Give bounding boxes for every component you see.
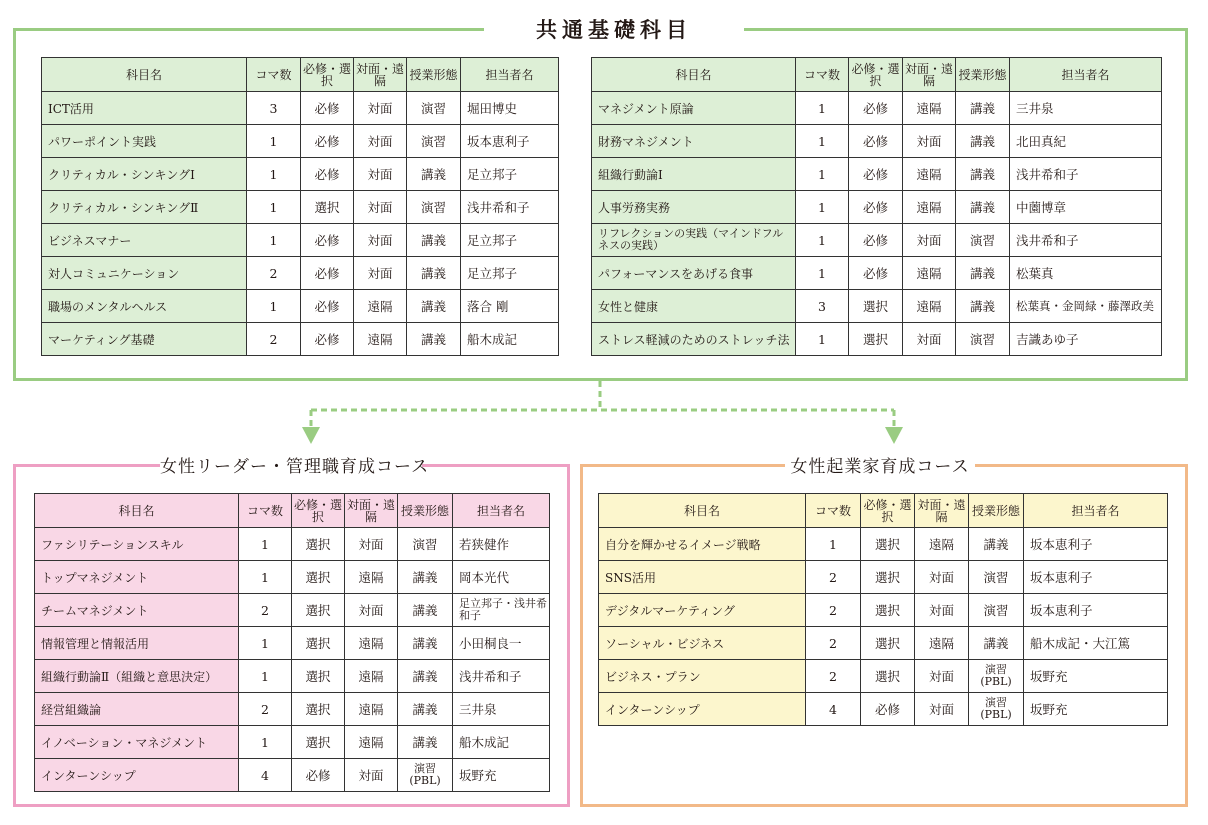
header-required: 必修・選択: [292, 494, 345, 528]
class-format: 演習: [407, 92, 461, 125]
instructor-name: 浅井希和子: [1010, 224, 1162, 257]
required-status: 選択: [292, 627, 345, 660]
class-format: 講義: [956, 158, 1010, 191]
table-row: [599, 627, 1168, 660]
instructor-name: 坂野充: [1024, 693, 1168, 726]
course-name: パフォーマンスをあげる食事: [592, 257, 796, 290]
sessions-count: 1: [796, 92, 849, 125]
table-row: [592, 125, 1162, 158]
sessions-count: 1: [796, 125, 849, 158]
sessions-count: 1: [806, 528, 861, 561]
delivery-mode: 対面: [915, 594, 969, 627]
class-format: 講義: [398, 627, 453, 660]
class-format: 講義: [398, 594, 453, 627]
table-row: [599, 561, 1168, 594]
course-name: クリティカル・シンキングⅠ: [42, 158, 247, 191]
required-status: 必修: [849, 125, 903, 158]
sessions-count: 2: [247, 257, 301, 290]
instructor-name: 岡本光代: [453, 561, 550, 594]
table-row: [35, 693, 550, 726]
delivery-mode: 遠隔: [903, 257, 956, 290]
sessions-count: 3: [247, 92, 301, 125]
instructor-name: 坂本恵利子: [1024, 528, 1168, 561]
instructor-name: 坂本恵利子: [1024, 594, 1168, 627]
sessions-count: 1: [796, 323, 849, 356]
header-required: 必修・選択: [861, 494, 915, 528]
sessions-count: 2: [239, 594, 292, 627]
course-name: インターンシップ: [35, 759, 239, 792]
required-status: 選択: [849, 290, 903, 323]
course-name: チームマネジメント: [35, 594, 239, 627]
class-format: 講義: [956, 92, 1010, 125]
instructor-name: 浅井希和子: [1010, 158, 1162, 191]
instructor-name: 松葉真・金岡緑・藤澤政美: [1010, 290, 1162, 323]
table-header-row: [35, 494, 550, 528]
instructor-name: 浅井希和子: [453, 660, 550, 693]
table-row: [42, 224, 559, 257]
table-row: [42, 92, 559, 125]
course-name: 情報管理と情報活用: [35, 627, 239, 660]
required-status: 必修: [292, 759, 345, 792]
table-row: [35, 759, 550, 792]
instructor-name: 北田真紀: [1010, 125, 1162, 158]
table-header-row: [599, 494, 1168, 528]
header-course-name: 科目名: [592, 58, 796, 92]
class-format: 講義: [407, 224, 461, 257]
delivery-mode: 遠隔: [903, 92, 956, 125]
delivery-mode: 遠隔: [354, 290, 407, 323]
required-status: 必修: [301, 92, 354, 125]
table-row: [599, 528, 1168, 561]
sessions-count: 3: [796, 290, 849, 323]
delivery-mode: 対面: [354, 191, 407, 224]
required-status: 必修: [301, 125, 354, 158]
delivery-mode: 対面: [345, 759, 398, 792]
delivery-mode: 遠隔: [915, 627, 969, 660]
instructor-name: 浅井希和子: [461, 191, 559, 224]
header-instructor: 担当者名: [1024, 494, 1168, 528]
sessions-count: 2: [806, 627, 861, 660]
delivery-mode: 遠隔: [354, 323, 407, 356]
instructor-name: 坂本恵利子: [461, 125, 559, 158]
sessions-count: 1: [239, 726, 292, 759]
header-course-name: 科目名: [599, 494, 806, 528]
course-name: 自分を輝かせるイメージ戦略: [599, 528, 806, 561]
class-format: 講義: [969, 528, 1024, 561]
sessions-count: 2: [806, 561, 861, 594]
course-name: ビジネス・プラン: [599, 660, 806, 693]
table-row: [592, 224, 1162, 257]
course-name: マネジメント原論: [592, 92, 796, 125]
table-row: [42, 191, 559, 224]
delivery-mode: 遠隔: [915, 528, 969, 561]
header-sessions: コマ数: [239, 494, 292, 528]
arrow-down-icon: [302, 427, 320, 444]
course-name: 組織行動論Ⅰ: [592, 158, 796, 191]
header-mode: 対面・遠隔: [903, 58, 956, 92]
class-format: 講義: [956, 290, 1010, 323]
table-row: [35, 561, 550, 594]
table-row: [599, 693, 1168, 726]
class-format: 講義: [407, 323, 461, 356]
course-name: SNS活用: [599, 561, 806, 594]
table-row: [599, 660, 1168, 693]
sessions-count: 2: [247, 323, 301, 356]
class-format: 講義: [407, 290, 461, 323]
class-format: 講義: [956, 257, 1010, 290]
table-row: [35, 726, 550, 759]
delivery-mode: 対面: [354, 257, 407, 290]
header-mode: 対面・遠隔: [915, 494, 969, 528]
class-format: 講義: [407, 257, 461, 290]
delivery-mode: 遠隔: [345, 660, 398, 693]
class-format: 演習: [956, 224, 1010, 257]
class-format: 講義: [969, 627, 1024, 660]
required-status: 選択: [292, 594, 345, 627]
required-status: 必修: [849, 191, 903, 224]
class-format: 講義: [398, 726, 453, 759]
header-sessions: コマ数: [247, 58, 301, 92]
course-name: 財務マネジメント: [592, 125, 796, 158]
class-format: 演習: [969, 594, 1024, 627]
instructor-name: 坂野充: [1024, 660, 1168, 693]
delivery-mode: 対面: [903, 125, 956, 158]
header-course-name: 科目名: [42, 58, 247, 92]
table-row: [42, 290, 559, 323]
leader-course-title: 女性リーダー・管理職育成コース: [160, 454, 422, 480]
instructor-name: 三井泉: [1010, 92, 1162, 125]
required-status: 選択: [861, 561, 915, 594]
header-instructor: 担当者名: [453, 494, 550, 528]
common-courses-table-left: [41, 57, 559, 356]
sessions-count: 1: [247, 158, 301, 191]
course-name: デジタルマーケティング: [599, 594, 806, 627]
course-name: 女性と健康: [592, 290, 796, 323]
table-row: [42, 323, 559, 356]
delivery-mode: 遠隔: [903, 290, 956, 323]
required-status: 必修: [849, 92, 903, 125]
required-status: 必修: [861, 693, 915, 726]
course-name: ビジネスマナー: [42, 224, 247, 257]
instructor-name: 船木成記・大江篤: [1024, 627, 1168, 660]
instructor-name: 足立邦子: [461, 224, 559, 257]
sessions-count: 1: [247, 125, 301, 158]
course-name: 職場のメンタルヘルス: [42, 290, 247, 323]
sessions-count: 1: [247, 290, 301, 323]
delivery-mode: 遠隔: [903, 191, 956, 224]
course-name: 組織行動論Ⅱ（組織と意思決定）: [35, 660, 239, 693]
delivery-mode: 対面: [915, 693, 969, 726]
table-header-row: [592, 58, 1162, 92]
entrepreneur-course-table: [598, 493, 1168, 726]
course-name: インターンシップ: [599, 693, 806, 726]
common-courses-table-right: [591, 57, 1162, 356]
sessions-count: 1: [239, 528, 292, 561]
common-courses-title: 共通基礎科目: [484, 14, 744, 46]
course-name: パワーポイント実践: [42, 125, 247, 158]
delivery-mode: 対面: [354, 224, 407, 257]
leader-course-table: [34, 493, 550, 792]
header-course-name: 科目名: [35, 494, 239, 528]
table-row: [592, 323, 1162, 356]
required-status: 選択: [849, 323, 903, 356]
table-row: [599, 594, 1168, 627]
delivery-mode: 遠隔: [345, 561, 398, 594]
delivery-mode: 対面: [345, 528, 398, 561]
instructor-name: 坂本恵利子: [1024, 561, 1168, 594]
required-status: 選択: [861, 627, 915, 660]
course-name: トップマネジメント: [35, 561, 239, 594]
header-mode: 対面・遠隔: [354, 58, 407, 92]
table-row: [592, 92, 1162, 125]
course-name: ファシリテーションスキル: [35, 528, 239, 561]
sessions-count: 1: [796, 158, 849, 191]
delivery-mode: 遠隔: [345, 693, 398, 726]
table-row: [42, 125, 559, 158]
instructor-name: 落合 剛: [461, 290, 559, 323]
instructor-name: 足立邦子: [461, 257, 559, 290]
header-format: 授業形態: [956, 58, 1010, 92]
header-instructor: 担当者名: [461, 58, 559, 92]
table-row: [592, 257, 1162, 290]
course-name: 人事労務実務: [592, 191, 796, 224]
required-status: 選択: [292, 726, 345, 759]
instructor-name: 足立邦子・浅井希和子: [453, 594, 550, 627]
required-status: 必修: [849, 158, 903, 191]
delivery-mode: 対面: [915, 660, 969, 693]
sessions-count: 4: [806, 693, 861, 726]
required-status: 選択: [861, 594, 915, 627]
required-status: 必修: [301, 158, 354, 191]
delivery-mode: 遠隔: [345, 726, 398, 759]
delivery-mode: 遠隔: [345, 627, 398, 660]
instructor-name: 若狭健作: [453, 528, 550, 561]
required-status: 選択: [292, 528, 345, 561]
course-name: ICT活用: [42, 92, 247, 125]
required-status: 必修: [849, 257, 903, 290]
sessions-count: 1: [239, 660, 292, 693]
instructor-name: 堀田博史: [461, 92, 559, 125]
delivery-mode: 対面: [915, 561, 969, 594]
instructor-name: 中薗博章: [1010, 191, 1162, 224]
instructor-name: 松葉真: [1010, 257, 1162, 290]
required-status: 選択: [861, 528, 915, 561]
delivery-mode: 対面: [903, 323, 956, 356]
class-format: 講義: [398, 561, 453, 594]
header-instructor: 担当者名: [1010, 58, 1162, 92]
class-format: 講義: [956, 191, 1010, 224]
required-status: 選択: [292, 561, 345, 594]
table-row: [35, 627, 550, 660]
table-row: [35, 594, 550, 627]
sessions-count: 1: [247, 191, 301, 224]
course-name: マーケティング基礎: [42, 323, 247, 356]
instructor-name: 船木成記: [461, 323, 559, 356]
instructor-name: 坂野充: [453, 759, 550, 792]
class-format: 講義: [398, 660, 453, 693]
delivery-mode: 対面: [354, 158, 407, 191]
delivery-mode: 対面: [903, 224, 956, 257]
table-row: [42, 158, 559, 191]
sessions-count: 1: [239, 627, 292, 660]
required-status: 必修: [301, 257, 354, 290]
sessions-count: 1: [796, 224, 849, 257]
instructor-name: 足立邦子: [461, 158, 559, 191]
course-name: 対人コミュニケーション: [42, 257, 247, 290]
class-format: 演習(PBL): [398, 759, 453, 792]
sessions-count: 2: [806, 594, 861, 627]
instructor-name: 船木成記: [453, 726, 550, 759]
arrow-down-icon: [885, 427, 903, 444]
table-row: [592, 191, 1162, 224]
header-format: 授業形態: [407, 58, 461, 92]
required-status: 選択: [292, 660, 345, 693]
class-format: 講義: [407, 158, 461, 191]
sessions-count: 4: [239, 759, 292, 792]
required-status: 必修: [301, 224, 354, 257]
delivery-mode: 対面: [354, 92, 407, 125]
class-format: 演習: [398, 528, 453, 561]
class-format: 演習(PBL): [969, 660, 1024, 693]
sessions-count: 2: [239, 693, 292, 726]
header-sessions: コマ数: [806, 494, 861, 528]
sessions-count: 1: [239, 561, 292, 594]
instructor-name: 吉識あゆ子: [1010, 323, 1162, 356]
instructor-name: 小田桐良一: [453, 627, 550, 660]
sessions-count: 2: [806, 660, 861, 693]
sessions-count: 1: [247, 224, 301, 257]
course-name: リフレクションの実践（マインドフルネスの実践）: [592, 224, 796, 257]
delivery-mode: 対面: [354, 125, 407, 158]
class-format: 演習: [407, 191, 461, 224]
table-row: [35, 660, 550, 693]
class-format: 講義: [398, 693, 453, 726]
header-required: 必修・選択: [301, 58, 354, 92]
header-format: 授業形態: [969, 494, 1024, 528]
sessions-count: 1: [796, 257, 849, 290]
sessions-count: 1: [796, 191, 849, 224]
table-row: [592, 158, 1162, 191]
course-name: ソーシャル・ビジネス: [599, 627, 806, 660]
class-format: 演習: [407, 125, 461, 158]
course-name: 経営組織論: [35, 693, 239, 726]
course-name: イノベーション・マネジメント: [35, 726, 239, 759]
class-format: 演習: [956, 323, 1010, 356]
course-name: ストレス軽減のためのストレッチ法: [592, 323, 796, 356]
table-row: [592, 290, 1162, 323]
required-status: 選択: [301, 191, 354, 224]
required-status: 必修: [301, 290, 354, 323]
header-format: 授業形態: [398, 494, 453, 528]
class-format: 講義: [956, 125, 1010, 158]
class-format: 演習(PBL): [969, 693, 1024, 726]
delivery-mode: 対面: [345, 594, 398, 627]
course-name: クリティカル・シンキングⅡ: [42, 191, 247, 224]
table-row: [35, 528, 550, 561]
class-format: 演習: [969, 561, 1024, 594]
table-header-row: [42, 58, 559, 92]
instructor-name: 三井泉: [453, 693, 550, 726]
header-required: 必修・選択: [849, 58, 903, 92]
required-status: 必修: [849, 224, 903, 257]
required-status: 必修: [301, 323, 354, 356]
required-status: 選択: [861, 660, 915, 693]
table-row: [42, 257, 559, 290]
delivery-mode: 遠隔: [903, 158, 956, 191]
header-mode: 対面・遠隔: [345, 494, 398, 528]
required-status: 選択: [292, 693, 345, 726]
header-sessions: コマ数: [796, 58, 849, 92]
entrepreneur-course-title: 女性起業家育成コース: [785, 454, 975, 480]
